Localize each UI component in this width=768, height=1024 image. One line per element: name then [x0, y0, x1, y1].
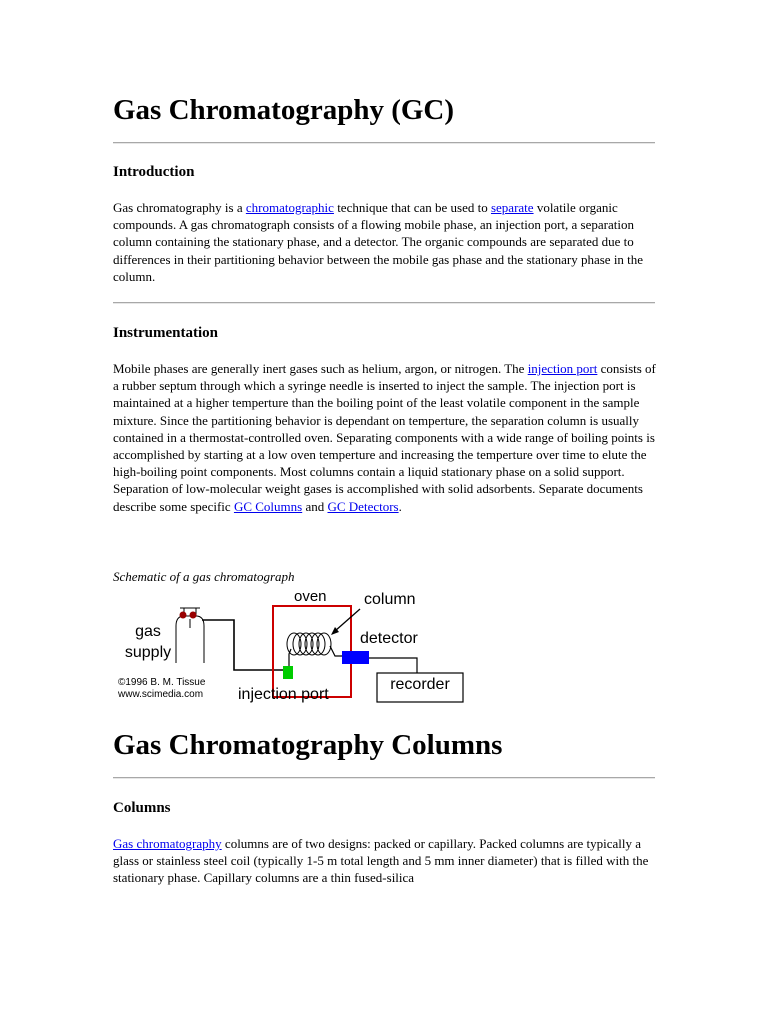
introduction-paragraph: [113, 199, 658, 285]
column-coil-icon: [287, 633, 331, 655]
copyright-label: [118, 677, 205, 701]
instrumentation-paragraph: [113, 360, 658, 515]
detector-signal-line: [369, 658, 417, 674]
gas-label: gas: [135, 623, 161, 640]
divider: [113, 777, 655, 779]
instr-text-4: .: [398, 498, 402, 514]
valve-knob-left-icon: [180, 612, 187, 619]
valve-knob-right-icon: [190, 612, 197, 619]
website-line: www.scimedia.com: [118, 689, 204, 700]
chromatographic-link[interactable]: chromatographic: [245, 200, 334, 215]
supply-label: supply: [124, 644, 172, 661]
gas-supply-label: [118, 621, 178, 663]
section-heading-instrumentation: Instrumentation: [113, 325, 219, 341]
detector-label: detector: [360, 630, 418, 647]
copyright-line: ©1996 B. M. Tissue: [118, 677, 206, 688]
divider: [113, 302, 655, 304]
section-heading-introduction: Introduction: [113, 164, 195, 180]
detector-block: [342, 651, 369, 664]
columns-text-1: columns are of two designs: packed or capillary. Packed columns are typically a glass or stainless steel coil (typically 1-5 m total length and 5 mm inner diameter) that is filled with the stationary phase. Capillary columns are a thin fused-silica: [113, 836, 649, 886]
injection-port-label: injection port: [238, 686, 329, 703]
column-label: column: [364, 591, 416, 608]
section-heading-columns: Columns: [113, 800, 171, 816]
divider: [113, 142, 655, 144]
column-outlet-line: [330, 646, 343, 656]
separate-link[interactable]: separate: [490, 200, 534, 215]
gas-line: [202, 620, 283, 670]
columns-paragraph: [113, 835, 658, 887]
intro-text-3: volatile organic compounds. A gas chromatograph consists of a flowing mobile phase, an injection port, a separation column containing the stationary phase, and a detector. The organic compounds are separated due to differences in their partitioning behavior between the mobile gas phase and the stationary phase in the column.: [113, 200, 644, 284]
schematic-caption: Schematic of a gas chromatograph: [113, 569, 295, 584]
oven-box: [273, 606, 351, 697]
instr-text-2: consists of a rubber septum through which a syringe needle is inserted to inject the sample. The injection port is maintained at a higher temperture than the boiling point of the least volatile component in the sample mixture. Since the partitioning behavior is dependant on temperture, the separation column is usually contained in a thermostat-controlled oven. Separating components with a wide range of boiling points is accomplished by starting at a low oven temperture and increasing the temperture over time to elute the high-boiling point components. Most columns contain a liquid stationary phase on a solid support. Separation of low-molecular weight gases is accomplished with solid adsorbents. Separate documents describe some specific: [113, 361, 656, 514]
intro-text-2: technique that can be used to: [333, 200, 491, 215]
oven-label: oven: [294, 588, 327, 605]
columns-title: Gas Chromatography Columns: [113, 729, 503, 761]
page-title: Gas Chromatography (GC): [113, 94, 455, 126]
injector-block: [283, 666, 293, 679]
instr-text-3: and: [302, 498, 328, 514]
recorder-label: recorder: [390, 676, 450, 693]
gas-chromatography-link[interactable]: Gas chromatography: [113, 836, 222, 851]
instr-text-1: Mobile phases are generally inert gases such as helium, argon, or nitrogen. The: [113, 361, 528, 376]
injection-port-link[interactable]: injection port: [527, 361, 598, 376]
gc-detectors-link[interactable]: GC Detectors: [327, 498, 399, 514]
gas-cylinder-icon: [176, 608, 204, 663]
gc-columns-link[interactable]: GC Columns: [233, 498, 303, 514]
intro-text-1: Gas chromatography is a: [113, 200, 246, 215]
column-pointer-arrow: [335, 609, 360, 631]
